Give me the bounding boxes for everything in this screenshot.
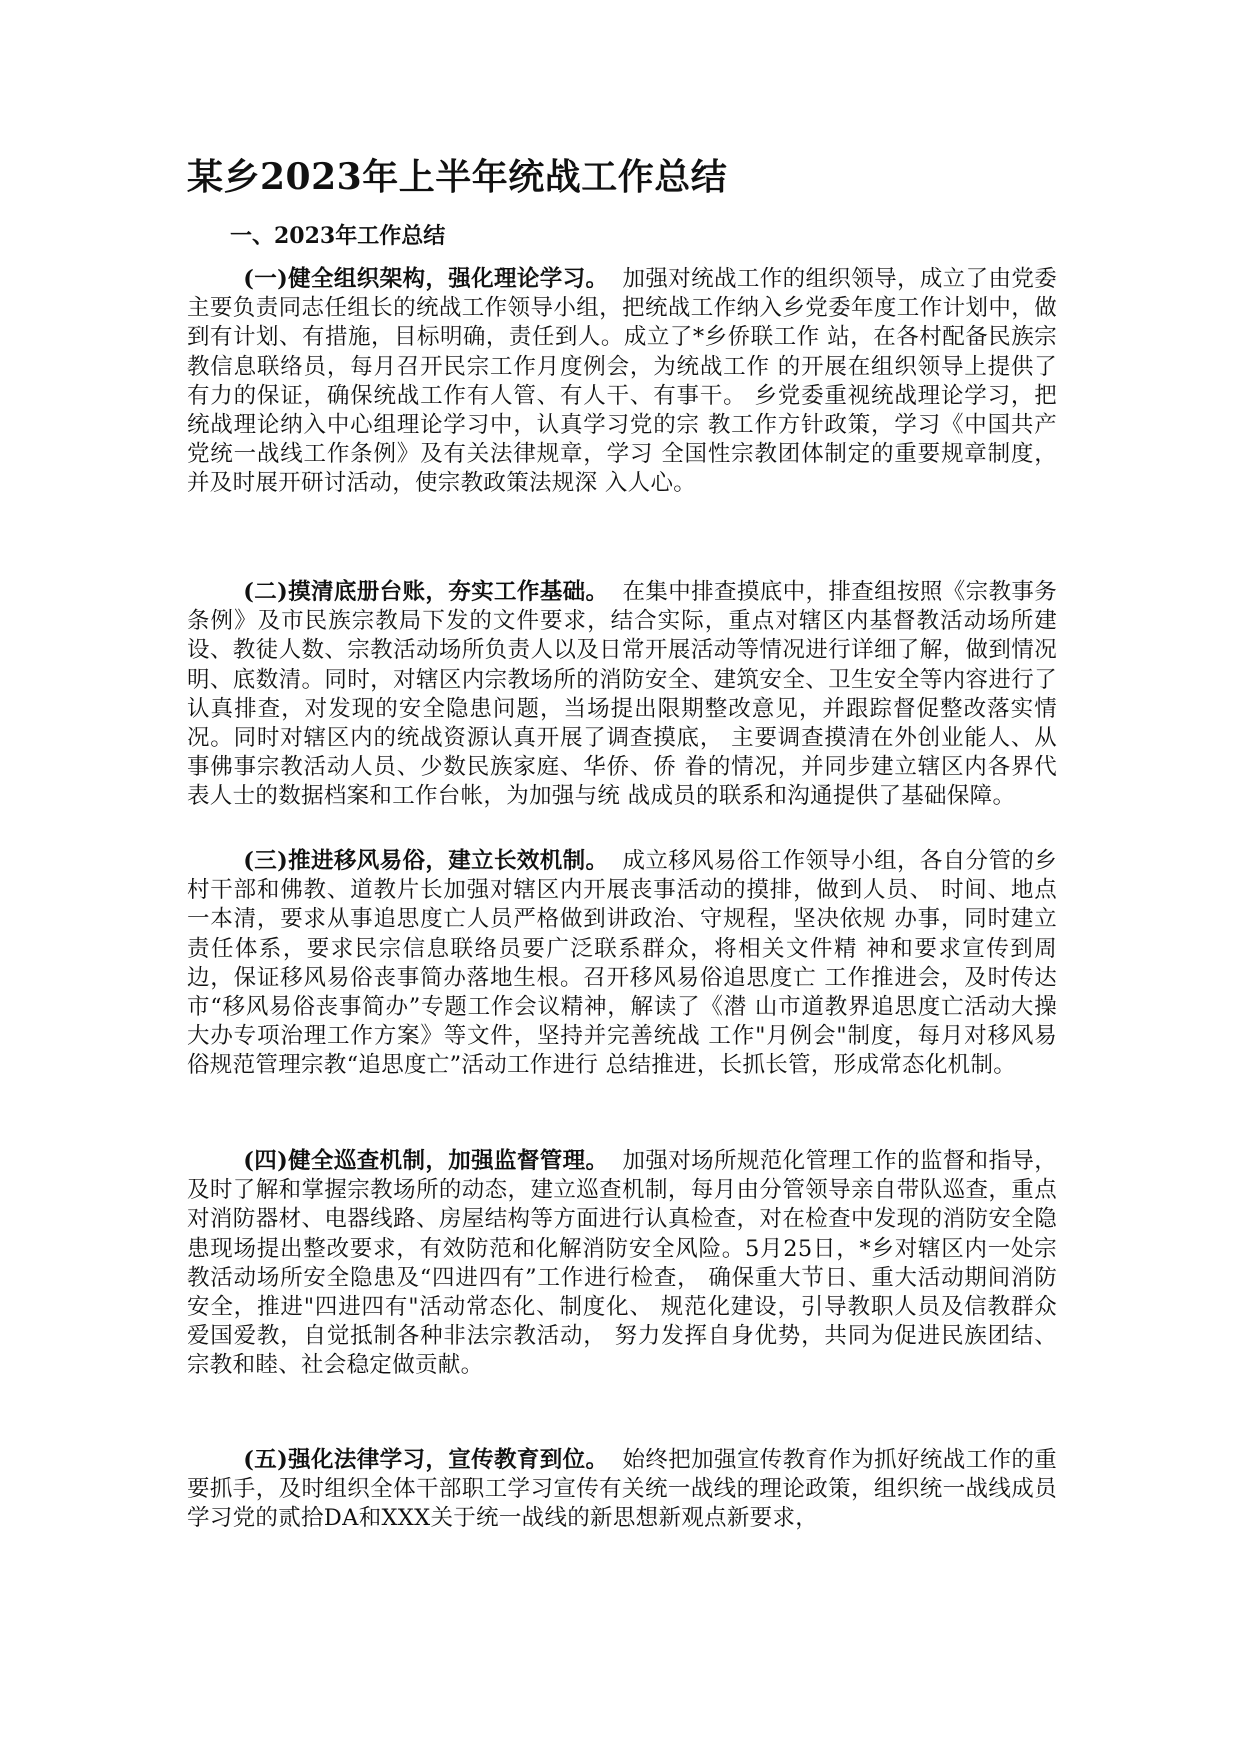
paragraph-lead: (二)摸清底册台账，夯实工作基础。 [243, 579, 609, 605]
paragraph-lead: (一)健全组织架构，强化理论学习。 [243, 266, 609, 292]
paragraph-lead: (四)健全巡查机制，加强监督管理。 [243, 1148, 609, 1174]
paragraph-body: 加强对统战工作的组织领导，成立了由党委主要负责同志任组长的统战工作领导小组，把统战工作纳入乡党委年度工作计划中，做到有计划、有措施，目标明确，责任到人。成立了*乡侨联工作 站，在各村配备民族宗教信息联络员，每月召开民宗工作月度例会，为统战工作 的开展在组织领导上提供了有力的保证，确保统战工作有人管、有人干、有事干。 乡党委重视统战理论学习，把统战理论纳入中心组理论学习中，认真学习党的宗 教工作方针政策，学习《中国共产党统一战线工作条例》及有关法律规章，学习 全国性宗教团体制定的重要规章制度，并及时展开研讨活动，使宗教政策法规深 入人心。 [187, 266, 1057, 497]
paragraph-legal-education [187, 1446, 1057, 1534]
paragraph-body: 成立移风易俗工作领导小组，各自分管的乡村干部和佛教、道教片长加强对辖区内开展丧事活动的摸排，做到人员、 时间、地点一本清，要求从事追思度亡人员严格做到讲政治、守规程，坚决依规 办事，同时建立责任体系，要求民宗信息联络员要广泛联系群众，将相关文件精 神和要求宣传到周边，保证移风易俗丧事简办落地生根。召开移风易俗追思度亡 工作推进会，及时传达市“移风易俗丧事简办”专题工作会议精神，解读了《潜 山市道教界追思度亡活动大操大办专项治理工作方案》等文件，坚持并完善统战 工作"月例会"制度，每月对移风易俗规范管理宗教“追思度亡”活动工作进行 总结推进，长抓长管，形成常态化机制。 [187, 848, 1057, 1079]
paragraph-lead: (五)强化法律学习，宣传教育到位。 [243, 1447, 609, 1473]
paragraph-organization [187, 265, 1057, 499]
paragraph-inspection [187, 1147, 1057, 1381]
paragraph-body: 加强对场所规范化管理工作的监督和指导，及时了解和掌握宗教场所的动态，建立巡查机制，每月由分管领导亲自带队巡查，重点对消防器材、电器线路、房屋结构等方面进行认真检查，对在检查中发现的消防安全隐患现场提出整改要求，有效防范和化解消防安全风险。5月25日，*乡对辖区内一处宗教活动场所安全隐患及“四进四有”工作进行检查， 确保重大节日、重大活动期间消防安全，推进"四进四有"活动常态化、制度化、 规范化建设，引导教职人员及信教群众爱国爱教，自觉抵制各种非法宗教活动， 努力发挥自身优势，共同为促进民族团结、宗教和睦、社会稳定做贡献。 [187, 1148, 1057, 1379]
page-title: 某乡2023年上半年统战工作总结 [187, 156, 728, 198]
paragraph-records [187, 578, 1057, 812]
paragraph-body: 在集中排查摸底中，排查组按照《宗教事务条例》及市民族宗教局下发的文件要求，结合实际，重点对辖区内基督教活动场所建设、教徒人数、宗教活动场所负责人以及日常开展活动等情况进行详细了解，做到情况明、底数清。同时，对辖区内宗教场所的消防安全、建筑安全、卫生安全等内容进行了认真排查，对发现的安全隐患问题，当场提出限期整改意见，并跟踪督促整改落实情况。同时对辖区内的统战资源认真开展了调查摸底， 主要调查摸清在外创业能人、从事佛事宗教活动人员、少数民族家庭、华侨、侨 眷的情况，并同步建立辖区内各界代表人士的数据档案和工作台帐，为加强与统 战成员的联系和沟通提供了基础保障。 [187, 579, 1057, 810]
paragraph-customs [187, 847, 1057, 1081]
paragraph-lead: (三)推进移风易俗，建立长效机制。 [243, 848, 609, 874]
paragraph-body: 始终把加强宣传教育作为抓好统战工作的重要抓手，及时组织全体干部职工学习宣传有关统一战线的理论政策，组织统一战线成员学习党的贰拾DA和XXX关于统一战线的新思想新观点新要求， [187, 1447, 1057, 1532]
section-heading: 一、2023年工作总结 [230, 223, 446, 249]
